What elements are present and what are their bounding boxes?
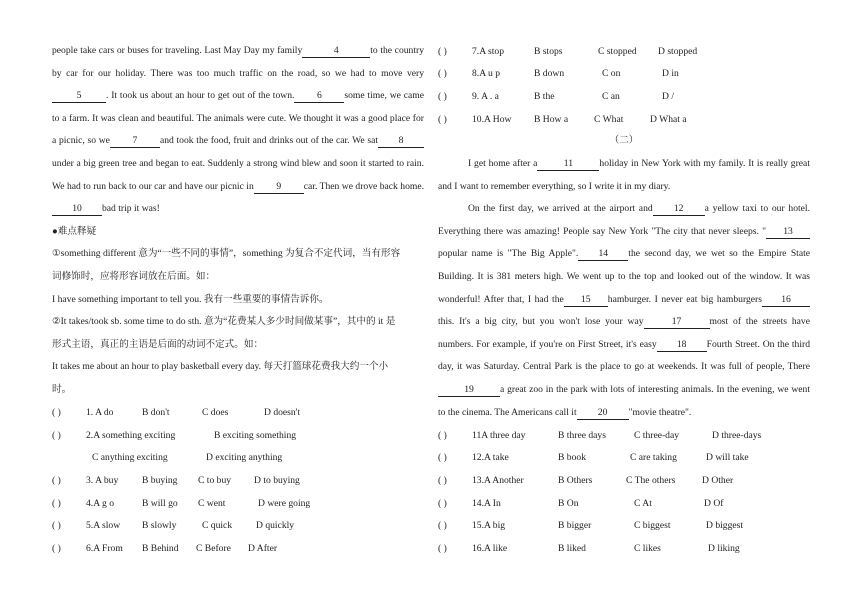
question-row (52, 469, 424, 492)
note-1-example: I have something important to tell you. 我有一些重要的事情告诉你。 (52, 293, 329, 305)
option: B three days (558, 429, 606, 441)
option: B Others (558, 475, 593, 487)
option: D What a (650, 113, 687, 125)
option: D doesn't (264, 407, 301, 419)
option-a: 13.A Another (472, 475, 524, 487)
question-row (438, 492, 810, 515)
option: B bigger (558, 520, 592, 532)
question-row (438, 63, 810, 86)
question-row (438, 469, 810, 492)
option: C an (602, 90, 620, 102)
question-row (438, 537, 810, 560)
answer-paren[interactable]: ( ) (52, 497, 61, 509)
passage-text: On the first day, we arrived at the airport and (468, 203, 653, 215)
passage-text: Fourth Street. On the third day, it was Saturday. Central Park is the place to go at weekends. It was full of people, There (438, 338, 811, 373)
passage-text: under a big green tree and began to eat. Suddenly a strong wind blew and soon it started to rain. We had to run back to our car and have our picnic in (52, 157, 424, 192)
blank-14[interactable]: 14 (578, 248, 628, 261)
blank-10[interactable]: 10 (52, 203, 102, 216)
question-list-left (52, 402, 424, 560)
option: C does (202, 407, 229, 419)
option: C likes (634, 542, 661, 554)
option: D stopped (658, 45, 698, 57)
answer-paren[interactable]: ( ) (438, 68, 447, 80)
note-2-example: It takes me about an hour to play basketball every day. 每天打篮球花费我大约一个小 (52, 361, 389, 373)
option-a: 10.A How (472, 113, 512, 125)
option-a: 12.A take (472, 452, 509, 464)
passage-text: the second day, we wet so the Empire State Building. It is 381 meters high. We went up to the top and looked out of the window. It was wonderful! After that, I had the (438, 248, 810, 305)
blank-7[interactable]: 7 (110, 135, 160, 148)
option-a: 8.A u p (472, 68, 500, 80)
option: D quickly (256, 520, 295, 532)
option: D biggest (706, 520, 744, 532)
option: B down (534, 68, 565, 80)
notes-title: ●难点释疑 (52, 225, 97, 237)
option: B How a (534, 113, 569, 125)
blank-5[interactable]: 5 (52, 90, 106, 103)
cloze-passage-2 (438, 153, 810, 424)
passage-text: a great zoo in the park with lots of interesting animals. In the evening, we went to the cinema. The Americans call it (438, 383, 810, 418)
passage-text: people take cars or buses for traveling. Last May Day my family (52, 45, 303, 56)
question-row (52, 447, 424, 470)
passage-text: "movie theatre". (628, 406, 692, 418)
question-row (52, 492, 424, 515)
option: D Other (702, 475, 734, 487)
passage-text: hamburger. I never eat big hamburgers (607, 293, 762, 305)
question-list-right-top (438, 40, 810, 130)
question-row (438, 40, 810, 63)
blank-13[interactable]: 13 (766, 226, 810, 239)
blank-6[interactable]: 6 (294, 90, 344, 103)
blank-18[interactable]: 18 (657, 339, 707, 352)
note-2: ②It takes/took sb. some time to do sth. 意为“花费某人多少时间做某事”，其中的 it 是 (52, 316, 396, 328)
option-a: 6.A From (86, 542, 123, 554)
question-row (52, 514, 424, 537)
option: D were going (258, 497, 311, 509)
option-a: 16.A like (472, 542, 508, 554)
question-row (438, 85, 810, 108)
option-a: 11A three day (472, 429, 526, 441)
option: C on (602, 68, 621, 80)
blank-12[interactable]: 12 (653, 203, 705, 216)
option: C to buy (198, 475, 232, 487)
answer-paren[interactable]: ( ) (438, 113, 447, 125)
option: B book (558, 452, 586, 464)
option: C quick (202, 520, 233, 532)
option-a: 2.A something exciting (86, 429, 176, 441)
answer-paren[interactable]: ( ) (438, 90, 447, 102)
question-row (438, 108, 810, 131)
question-row (438, 424, 810, 447)
option-a: 4.A g o (86, 497, 114, 509)
option: B don't (142, 407, 170, 419)
option: B stops (534, 45, 563, 57)
left-column (52, 40, 424, 560)
option: B Behind (142, 542, 179, 554)
question-row (438, 514, 810, 537)
passage-text: to the country by car for our holiday. There was too much traffic on the road, so we had to move very (52, 45, 424, 79)
passage-text: some time, we came to a farm. It was clean and beautiful. The animals were cute. We thought it was a good place for a picnic, so we (52, 90, 424, 147)
answer-paren[interactable]: ( ) (52, 542, 61, 554)
blank-20[interactable]: 20 (577, 407, 629, 420)
answer-paren[interactable]: ( ) (52, 475, 61, 487)
option: C biggest (634, 520, 671, 532)
option: D exciting anything (206, 452, 283, 464)
option: D will take (706, 452, 749, 464)
blank-8[interactable]: 8 (378, 135, 424, 148)
option: B exciting something (214, 429, 297, 441)
option: C went (198, 497, 226, 509)
answer-paren[interactable]: ( ) (438, 45, 447, 57)
option: C anything exciting (92, 452, 168, 464)
option: D in (662, 68, 679, 80)
passage-text: bad trip it was! (102, 203, 160, 215)
answer-paren[interactable]: ( ) (438, 429, 447, 441)
answer-paren[interactable]: ( ) (438, 452, 447, 464)
option: D Of (704, 497, 724, 509)
passage-text: car. Then we drove back home. (303, 180, 425, 192)
answer-paren[interactable]: ( ) (52, 429, 61, 441)
option: B slowly (142, 520, 177, 532)
passage-text: and took the food, fruit and drinks out of the car. We sat (159, 135, 379, 147)
cloze-passage-1 (52, 40, 424, 221)
option-a: 5.A slow (86, 520, 121, 532)
right-column (438, 40, 810, 560)
option: B the (534, 90, 555, 102)
option-a: 14.A In (472, 497, 501, 509)
question-row (52, 537, 424, 560)
blank-19[interactable]: 19 (438, 384, 500, 397)
option: C At (634, 497, 652, 509)
option: B On (558, 497, 579, 509)
blank-17[interactable]: 17 (644, 316, 710, 329)
passage-text: I get home after a (468, 157, 538, 169)
passage-text: this. It's a big city, but you won't lose your way (438, 316, 644, 328)
question-row (52, 402, 424, 425)
option-a: 1. A do (86, 407, 114, 419)
blank-15[interactable]: 15 (564, 294, 608, 307)
option-a: 3. A buy (86, 475, 119, 487)
note-1-cont: 词修饰时，应将形容词放在后面。如： (52, 270, 216, 282)
option: C three-day (634, 429, 680, 441)
question-row (438, 447, 810, 470)
passage-text: . It took us about an hour to get out of the town. (106, 90, 295, 102)
blank-9[interactable]: 9 (254, 181, 304, 194)
option: D three-days (712, 429, 762, 441)
blank-4[interactable]: 4 (302, 45, 370, 58)
option: B will go (142, 497, 178, 509)
option: C The others (626, 475, 676, 487)
option-a: 7.A stop (472, 45, 504, 57)
option: C What (594, 113, 624, 125)
passage-text: a yellow taxi to our hotel. Everything there was amazing! People say New York "The city that never sleeps. " (438, 203, 810, 237)
option-a: 9. A . a (472, 90, 499, 102)
passage-text: holiday in New York with my family. It is really great and I want to remember everything, so I write it in my diary. (438, 157, 810, 192)
note-2-cont: 形式主语，真正的主语是后面的动词不定式。如： (52, 338, 264, 350)
note-1: ①something different 意为“一些不同的事情”，something 为复合不定代词，当有形容 (52, 248, 401, 260)
answer-paren[interactable]: ( ) (438, 542, 447, 554)
option: B liked (558, 542, 586, 554)
section-title: （二） (609, 135, 639, 147)
blank-16[interactable]: 16 (762, 294, 810, 307)
option-a: 15.A big (472, 520, 506, 532)
answer-paren[interactable]: ( ) (438, 520, 447, 532)
question-list-right-bottom (438, 424, 810, 560)
passage-text: popular name is "The Big Apple". (438, 248, 579, 260)
option: D / (662, 90, 674, 102)
option: C Before (196, 542, 231, 554)
answer-paren[interactable]: ( ) (438, 497, 447, 509)
answer-paren[interactable]: ( ) (52, 520, 61, 532)
option: D After (248, 542, 278, 554)
option: C stopped (598, 45, 637, 57)
answer-paren[interactable]: ( ) (438, 475, 447, 487)
question-row (52, 424, 424, 447)
option: D liking (708, 542, 740, 554)
option: D to buying (254, 475, 300, 487)
blank-11[interactable]: 11 (537, 158, 599, 171)
option: C are taking (630, 452, 677, 464)
answer-paren[interactable]: ( ) (52, 407, 61, 419)
passage-text: most of the streets have numbers. For example, if you're on First Street, it's easy (438, 316, 810, 350)
note-2-example-cont: 时。 (52, 383, 72, 395)
option: B buying (142, 475, 178, 487)
